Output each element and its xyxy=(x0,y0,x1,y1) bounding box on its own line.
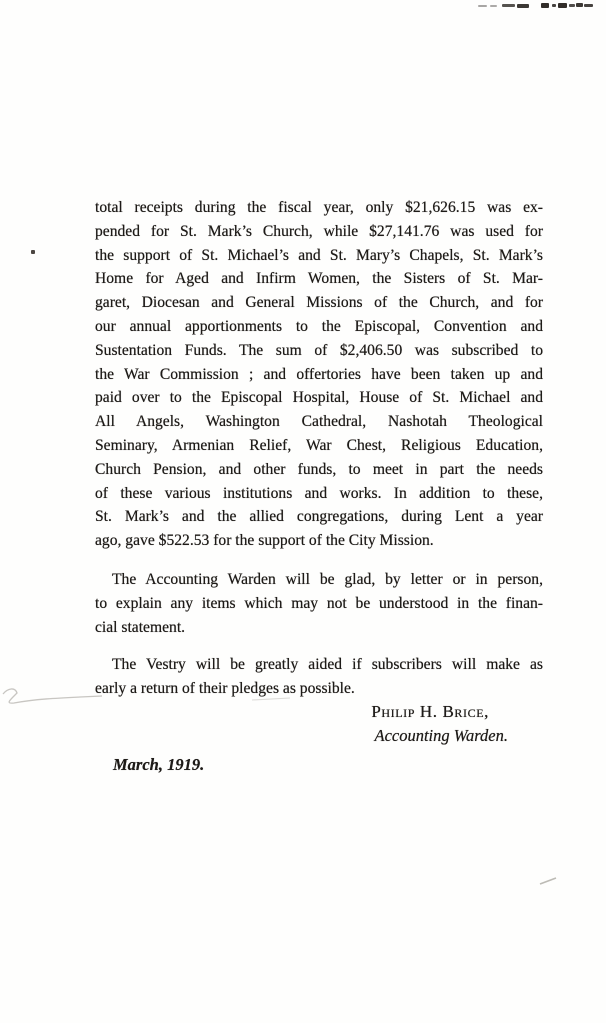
text-line: paid over to the Episcopal Hospital, House of St. Michael and xyxy=(95,389,543,407)
header-fragment-mark xyxy=(552,4,556,7)
paragraph-receipts xyxy=(95,196,543,553)
header-fragment-mark xyxy=(490,5,497,7)
header-fragment-mark xyxy=(584,4,593,7)
text-line: of these various institutions and works. In addition to these, xyxy=(95,484,543,502)
text-line: to explain any items which may not be understood in the finan- xyxy=(95,594,543,612)
text-line: cial statement. xyxy=(95,618,186,636)
dateline: March, 1919. xyxy=(113,755,205,774)
ink-speck xyxy=(31,250,35,254)
text-line: early a return of their pledges as possible. xyxy=(95,680,355,698)
header-fragment-mark xyxy=(569,4,575,7)
text-line: garet, Diocesan and General Missions of the Church, and for xyxy=(95,294,543,312)
text-line: The Accounting Warden will be glad, by letter or in person, xyxy=(112,570,543,588)
header-fragment-mark xyxy=(558,3,567,8)
text-line: Home for Aged and Infirm Women, the Sisters of St. Mar- xyxy=(95,270,543,288)
header-fragment-mark xyxy=(502,4,515,7)
text-line: Sustentation Funds. The sum of $2,406.50 was subscribed to xyxy=(95,341,543,359)
paragraph-accounting-warden xyxy=(95,568,543,639)
text-line: All Angels, Washington Cathedral, Nashotah Theological xyxy=(95,413,543,431)
text-line: pended for St. Mark’s Church, while $27,141.76 was used for xyxy=(95,222,543,240)
header-fragment-mark xyxy=(541,3,549,8)
header-fragment-mark xyxy=(576,3,583,7)
text-line: the support of St. Michael’s and St. Mary’s Chapels, St. Mark’s xyxy=(95,246,543,264)
signature-name: Philip H. Brice, xyxy=(371,702,489,721)
text-line: Church Pension, and other funds, to meet in part the needs xyxy=(95,460,543,478)
text-line: the War Commission ; and offertories have been taken up and xyxy=(95,365,543,383)
signature-title: Accounting Warden. xyxy=(374,726,508,745)
header-fragment-mark xyxy=(517,4,529,8)
cropped-header-fragment xyxy=(470,2,600,12)
body-text xyxy=(95,196,543,701)
text-line: Seminary, Armenian Relief, War Chest, Religious Education, xyxy=(95,436,543,454)
text-line: St. Mark’s and the allied congregations, during Lent a year xyxy=(95,508,543,526)
scratch-mark xyxy=(536,872,562,890)
pencil-squiggle xyxy=(0,684,300,714)
text-line: The Vestry will be greatly aided if subscribers will make as xyxy=(112,656,543,674)
header-fragment-mark xyxy=(478,5,487,7)
text-line: total receipts during the fiscal year, only $21,626.15 was ex- xyxy=(95,199,543,216)
text-line: our annual apportionments to the Episcopal, Convention and xyxy=(95,317,543,335)
text-line: ago, gave $522.53 for the support of the City Mission. xyxy=(95,532,434,550)
